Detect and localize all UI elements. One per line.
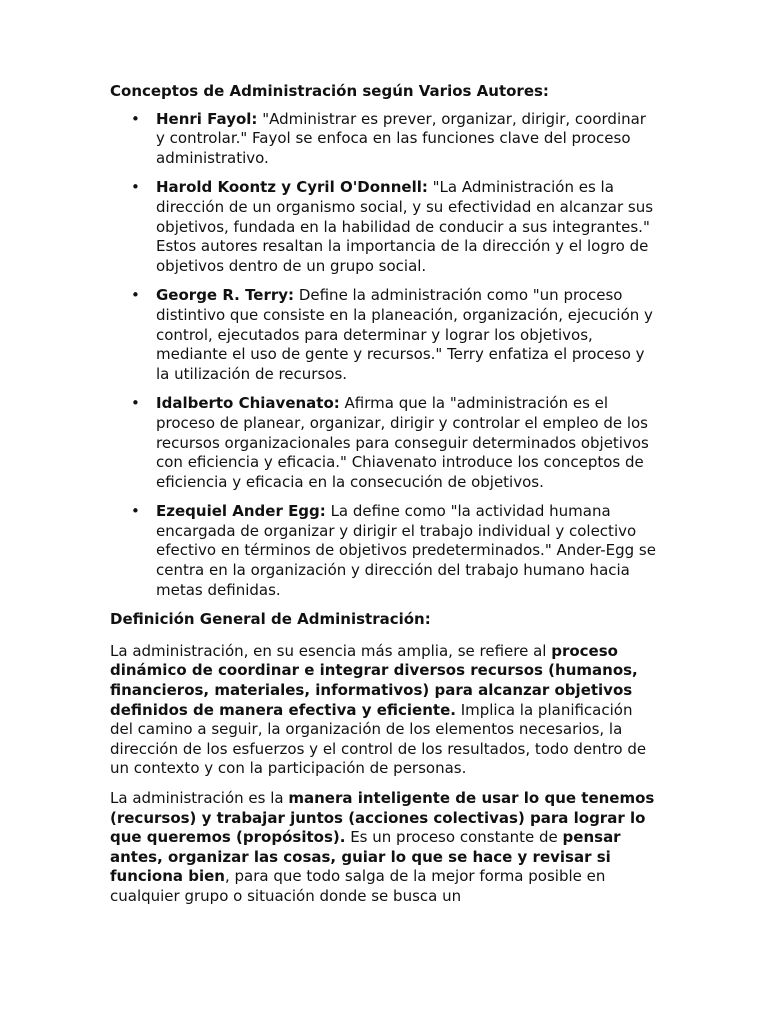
list-item xyxy=(110,502,658,600)
author-text: "Administrar es prever, organizar, dirigir, coordinar y controlar." Fayol se enfoca en las funciones clave del proceso administrativo. xyxy=(156,109,646,167)
bullet: • xyxy=(131,394,140,413)
author-name: Idalberto Chiavenato: xyxy=(156,394,340,413)
paragraph-text: Implica la planificación del camino a seguir, la organización de los elementos necesarios, la dirección de los esfuerzos y el control de los resultados, todo dentro de un contexto y con la participación de personas. xyxy=(110,700,647,778)
paragraph-text: La administración, en su esencia más amplia, se refiere al xyxy=(110,641,552,660)
list-item xyxy=(110,178,658,276)
bullet: • xyxy=(131,178,140,197)
bullet: • xyxy=(131,286,140,305)
list-item xyxy=(110,286,658,384)
paragraph-bold-text: pensar antes, organizar las cosas, guiar lo que se hace y revisar si funciona bien xyxy=(110,828,621,886)
document-page xyxy=(110,82,658,917)
list-item xyxy=(110,394,658,492)
author-name: Henri Fayol: xyxy=(156,109,258,128)
author-name: Harold Koontz y Cyril O'Donnell: xyxy=(156,178,428,197)
paragraph-bold-text: manera inteligente de usar lo que tenemos (recursos) y trabajar juntos (acciones colectivas) para lograr lo que queremos (propósitos). xyxy=(110,789,655,847)
paragraph-text: Es un proceso constante de xyxy=(345,828,563,847)
paragraph-text: , para que todo salga de la mejor forma posible en cualquier grupo o situación donde se busca un xyxy=(110,867,606,905)
section-heading: Conceptos de Administración según Varios Autores: xyxy=(110,82,549,100)
paragraph-bold-text: proceso dinámico de coordinar e integrar diversos recursos (humanos, financieros, materiales, informativos) para alcanzar objetivos definidos de manera efectiva y eficiente. xyxy=(110,641,638,719)
author-name: George R. Terry: xyxy=(156,286,295,305)
authors-list xyxy=(110,110,658,601)
bullet: • xyxy=(131,502,140,521)
author-text: La define como "la actividad humana encargada de organizar y dirigir el trabajo individual y colectivo efectivo en términos de objetivos predeterminados." Ander-Egg se centra en la organización y dirección del trabajo humano hacia metas definidas. xyxy=(156,502,656,599)
author-text: "La Administración es la dirección de un organismo social, y su efectividad en alcanzar sus objetivos, fundada en la habilidad de conducir a sus integrantes." Estos autores resaltan la importancia de la dirección y el logro de objetivos dentro de un grupo social. xyxy=(156,178,654,275)
paragraph xyxy=(110,789,658,907)
list-item xyxy=(110,110,658,169)
author-text: Define la administración como "un proceso distintivo que consiste en la planeación, organización, ejecución y control, ejecutados para determinar y lograr los objetivos, mediante el uso de gente y recursos." Terry enfatiza el proceso y la utilización de recursos. xyxy=(156,286,653,383)
paragraph-text: La administración es la xyxy=(110,789,289,807)
bullet: • xyxy=(131,109,140,128)
author-text: Afirma que la "administración es el proceso de planear, organizar, dirigir y controlar el empleo de los recursos organizacionales para conseguir determinados objetivos con eficiencia y eficacia." Chiavenato introduce los conceptos de eficiencia y eficacia en la consecución de objetivos. xyxy=(156,394,649,491)
author-name: Ezequiel Ander Egg: xyxy=(156,502,326,521)
definition-heading: Definición General de Administración: xyxy=(110,610,431,629)
paragraph xyxy=(110,642,658,779)
